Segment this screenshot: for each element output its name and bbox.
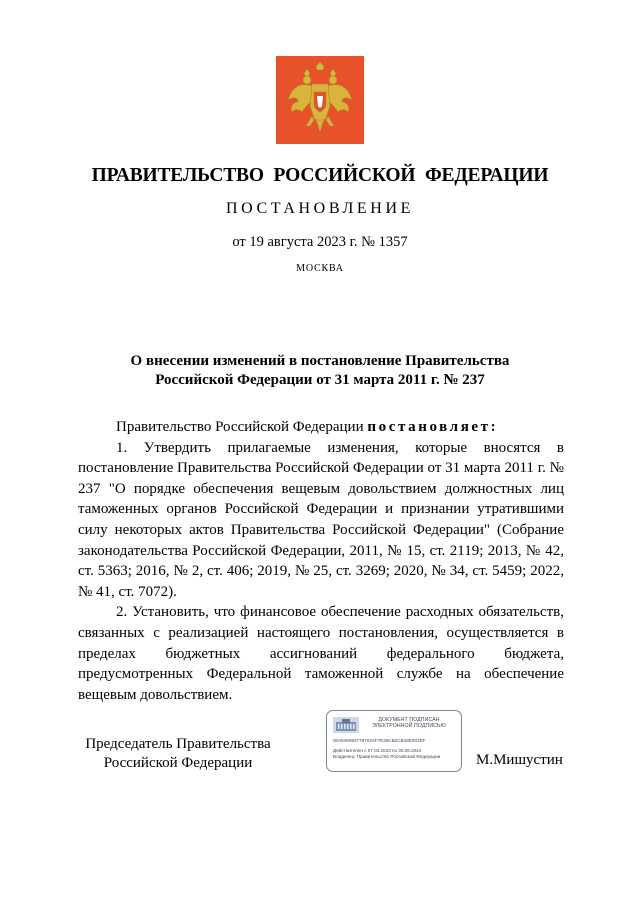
double-headed-eagle-icon <box>276 56 364 144</box>
signatory-position <box>78 735 278 773</box>
signature-header-line-2: ЭЛЕКТРОННОЙ ПОДПИСЬЮ <box>372 723 446 730</box>
government-building-icon <box>333 717 359 733</box>
item-1-paragraph: 1. Утвердить прилагаемые изменения, которые вносятся в постановление Правительства Российской Федерации от 31 марта 2011 г. № 237 "О порядке обеспечения вещевым довольствием должностных лиц таможенных органов Российской Федерации и признании утратившими силу некоторых актов Правительства Российской Федерации" (Собрание законодательства Российской Федерации, 2011, № 15, ст. 2119; 2013, № 42, ст. 5363; 2016, № 2, ст. 406; 2019, № 25, ст. 3269; 2020, № 34, ст. 5459; 2022, № 41, ст. 7072). <box>78 439 564 600</box>
certificate-owner: Владелец: Правительство Российской Федерации <box>333 753 441 759</box>
item-2-paragraph: 2. Установить, что финансовое обеспечение расходных обязательств, связанных с реализацией настоящего постановления, осуществляется в пределах бюджетных ассигнований федерального бюджета, предусмотренных Федеральной таможенной службе на обеспечение вещевым довольствием. <box>78 604 564 703</box>
certificate-info <box>333 748 459 759</box>
intro-paragraph <box>78 417 564 438</box>
document-type: ПОСТАНОВЛЕНИЕ <box>226 200 414 217</box>
position-line-2: Российской Федерации <box>103 755 253 771</box>
certificate-serial: 00A549092776703AF7E29CB2CB18E003EF <box>333 738 426 743</box>
position-line-1: Председатель Правительства <box>85 736 271 752</box>
certificate-validity: Действителен с 07.03.2023 по 30.05.2024 <box>333 748 422 753</box>
signature-header <box>361 717 457 730</box>
electronic-signature-stamp <box>326 710 462 772</box>
signature-header-line-1: ДОКУМЕНТ ПОДПИСАН <box>378 717 440 723</box>
signatory-name: М.Мишустин <box>476 752 563 768</box>
subject-line-1: О внесении изменений в постановление Правительства <box>130 353 510 369</box>
subject-line-2: Российской Федерации от 31 марта 2011 г. № 237 <box>155 372 485 388</box>
decree-word: постановляет: <box>367 419 499 435</box>
document-body <box>78 417 564 705</box>
government-title: ПРАВИТЕЛЬСТВО РОССИЙСКОЙ ФЕДЕРАЦИИ <box>91 165 549 186</box>
coat-of-arms-emblem <box>276 56 364 144</box>
intro-text: Правительство Российской Федерации <box>116 419 368 435</box>
document-subject <box>0 352 640 390</box>
date-and-number: от 19 августа 2023 г. № 1357 <box>232 234 408 250</box>
city: МОСКВА <box>296 263 344 274</box>
